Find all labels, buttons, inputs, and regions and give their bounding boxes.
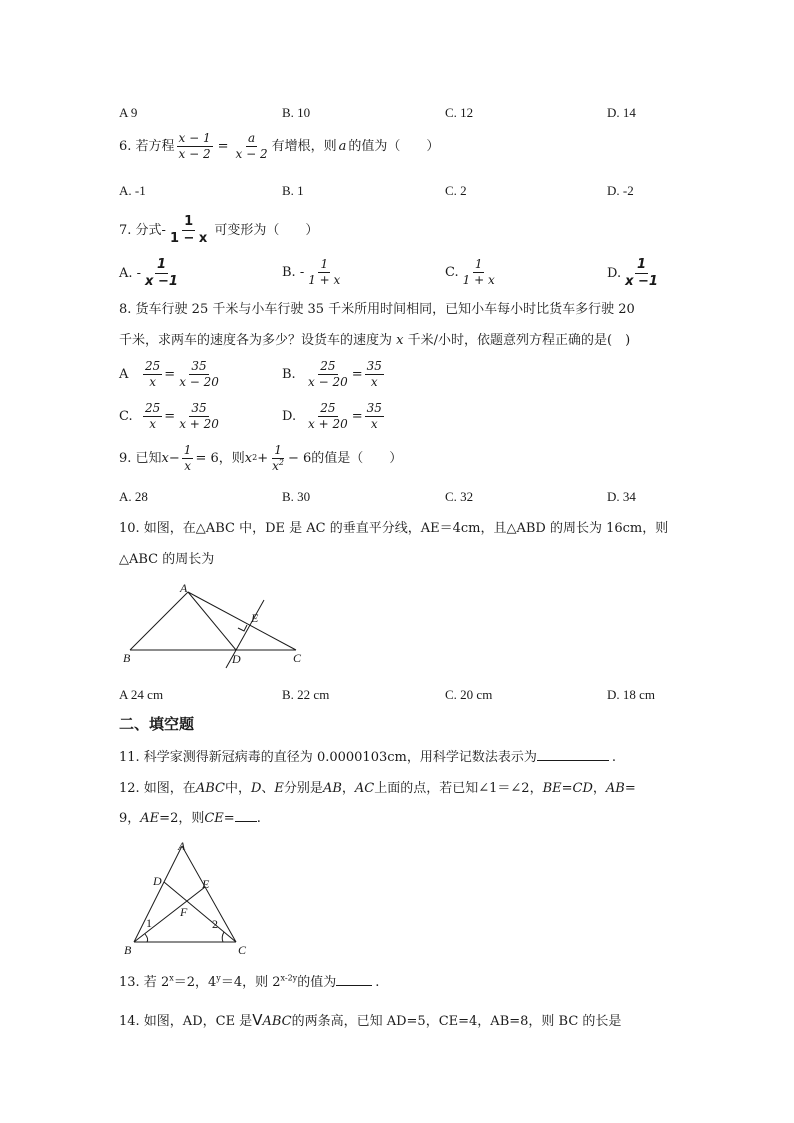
q5-option-b: B. 10 (282, 105, 311, 120)
q12-line1: 12. 如图，在ABC中，D、E分别是AB，AC上面的点，若已知∠1＝∠2，BE=CD，AB= (119, 781, 636, 796)
q10-option-d: D. 18 cm (607, 687, 656, 702)
q11-answer-blank (537, 760, 609, 761)
q12-label-angle-1: 1 (146, 916, 152, 930)
q12-segment-ac (182, 846, 236, 942)
q8-option-a: A $\frac{25}{x}$ = $\frac{35}{x - 20}$ (119, 359, 219, 389)
q7-option-c: C. $\frac{1}{1 + x}$ (445, 257, 495, 287)
q12-label-d: D (153, 874, 162, 888)
q10-segment-ad (188, 592, 236, 650)
q8-option-d: D. $\frac{25}{x + 20}$ = $\frac{35}{x}$ (282, 401, 382, 431)
q8-option-b: B. $\frac{25}{x - 20}$ = $\frac{35}{x}$ (282, 359, 382, 389)
question-6: 6. 若方程 $\frac{x - 1}{x - 2}$ = $\frac{a}{x - 2}$ 有增根，则 a 的值为（ ） (119, 131, 440, 161)
q12-label-e: E (202, 877, 210, 891)
question-14: 14. 如图，AD，CE 是VABC的两条高，已知 AD=5，CE=4，AB=8，则 BC 的长是 (119, 1011, 622, 1029)
q13-answer-blank (336, 985, 372, 986)
q6-lhs-fraction: $\frac{x - 1}{x - 2}$ (178, 131, 211, 161)
question-7: 7. 分式- $\frac{1}{1 - x}$ 可变形为（ ） (119, 214, 319, 246)
q12-label-c: C (238, 943, 247, 957)
section-title-fill-in: 二、填空题 (119, 715, 195, 733)
q6-option-a: A. -1 (119, 183, 146, 198)
q12-line2: 9，AE=2，则CE= . (119, 811, 261, 826)
q12-angle-1-arc (145, 934, 148, 942)
q12-segment-be (134, 887, 205, 942)
q10-line1: 10. 如图，在△ABC 中，DE 是 AC 的垂直平分线，AE＝4cm，且△ABD 的周长为 16cm，则 (119, 521, 669, 536)
q7-fraction: $\frac{1}{1 - x}$ (169, 214, 208, 246)
q6-option-b: B. 1 (282, 183, 304, 198)
q12-label-angle-2: 2 (212, 917, 218, 931)
q12-answer-blank (235, 821, 257, 822)
q9-option-c: C. 32 (445, 489, 474, 504)
q9-option-b: B. 30 (282, 489, 311, 504)
q9-option-a: A. 28 (119, 489, 148, 504)
q6-rhs-fraction: $\frac{a}{x - 2}$ (235, 131, 268, 161)
q10-segment-ab (130, 592, 188, 650)
q10-triangle-figure (118, 578, 318, 670)
q10-option-b: B. 22 cm (282, 687, 330, 702)
q10-option-a: A 24 cm (119, 687, 164, 702)
q12-label-b: B (124, 943, 132, 957)
q12-label-a: A (178, 839, 186, 853)
question-9: 9. 已知 x − $\frac{1}{x}$ = 6 ，则 x 2 + $\frac{1}{x^2}$ − 6 的值是（ ） (119, 443, 403, 473)
question-11: 11. 科学家测得新冠病毒的直径为 0.0000103cm，用科学记数法表示为 . (119, 750, 616, 765)
q10-label-c: C (293, 651, 302, 665)
q7-option-b: B. - $\frac{1}{1 + x}$ (282, 257, 341, 287)
q10-right-angle-mark (238, 625, 247, 631)
q9-option-d: D. 34 (607, 489, 636, 504)
q7-option-a: A. - $\frac{1}{x -1}$ (119, 257, 178, 289)
q10-label-b: B (123, 651, 131, 665)
q12-angle-2-arc (222, 932, 224, 942)
q8-line1: 8. 货车行驶 25 千米与小车行驶 35 千米所用时间相同，已知小车每小时比货车多行驶 20 (119, 302, 635, 317)
q12-triangle-figure (120, 836, 260, 958)
q10-line2: △ABC 的周长为 (119, 552, 215, 567)
q10-label-e: E (251, 611, 259, 625)
q6-option-d: D. -2 (607, 183, 634, 198)
q7-option-d: D. $\frac{1}{x -1}$ (607, 257, 658, 289)
q10-option-c: C. 20 cm (445, 687, 493, 702)
q5-option-c: C. 12 (445, 105, 474, 120)
q12-segment-ab (134, 846, 182, 942)
q8-option-c: C. $\frac{25}{x}$ = $\frac{35}{x + 20}$ (119, 401, 219, 431)
q10-segment-ac (188, 592, 296, 650)
q10-label-a: A (180, 581, 188, 595)
q10-label-d: D (232, 652, 241, 666)
q5-option-d: D. 14 (607, 105, 636, 120)
q5-option-a: A 9 (119, 105, 138, 120)
question-13: 13. 若 $2^x=2$，$4^y=4$，则 $2^{x-2y}$的值为 . (119, 973, 380, 990)
q12-label-f: F (180, 905, 188, 919)
q8-line2: 千米，求两车的速度各为多少？设货车的速度为 x 千米/小时，依题意列方程正确的是( ) (119, 333, 631, 348)
q6-option-c: C. 2 (445, 183, 467, 198)
